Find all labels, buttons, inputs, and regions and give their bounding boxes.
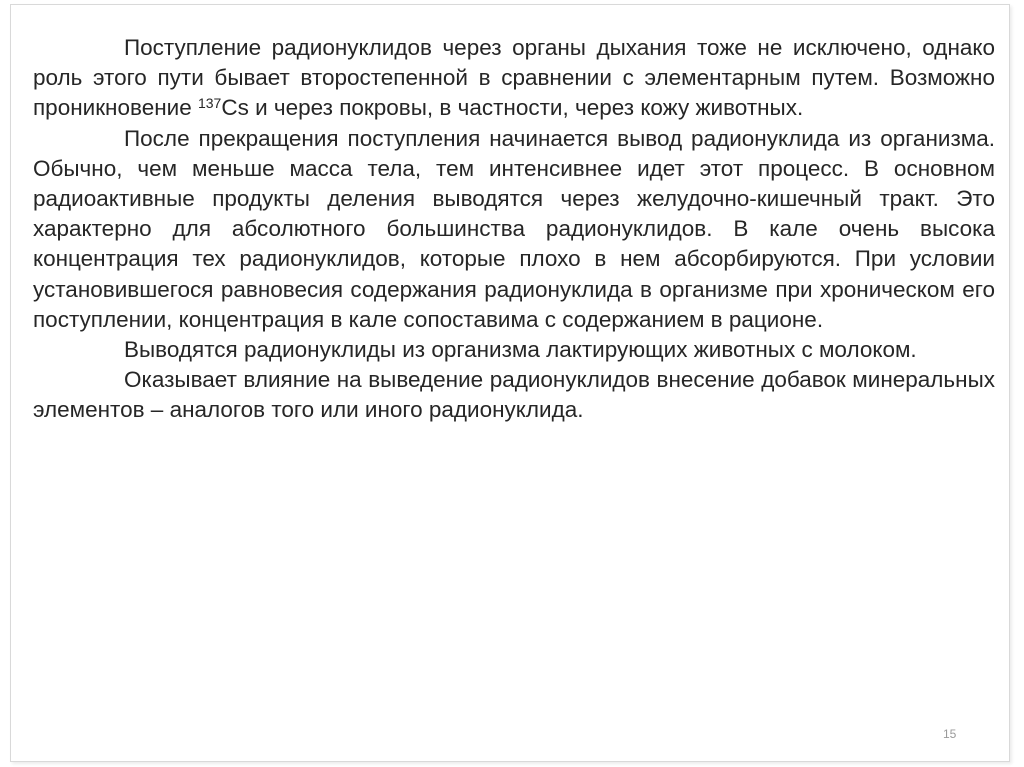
paragraph-1-text-after: Cs и через покровы, в частности, через кожу животных. [221, 95, 804, 121]
isotope-mass-number: 137 [197, 94, 222, 111]
page-number: 15 [943, 727, 957, 741]
paragraph-1-text-before: Поступление радионуклидов через органы дыхания тоже не исключено, однако роль этого пути бывает второстепенной в сравнении с элементарным путем. Возможно проникновение [33, 35, 995, 121]
paragraph-3: Выводятся радионуклиды из организма лактирующих животных с молоком. [124, 337, 917, 363]
slide-text-body [33, 33, 995, 426]
paragraph-1 [33, 33, 995, 124]
paragraph-4: Оказывает влияние на выведение радионуклидов внесение добавок минеральных элементов – аналогов того или иного радионуклида. [33, 367, 995, 423]
paragraph-2: После прекращения поступления начинается вывод радионуклида из организма. Обычно, чем меньше масса тела, тем интенсивнее идет этот процесс. В основном радиоактивные продукты деления выводятся через желудочно-кишечный тракт. Это характерно для абсолютного большинства радионуклидов. В кале очень высока концентрация тех радионуклидов, которые плохо в нем абсорбируются. При условии установившегося равновесия содержания радионуклида в организме при хроническом его поступлении, концентрация в кале сопоставима с содержанием в рационе. [33, 125, 995, 332]
